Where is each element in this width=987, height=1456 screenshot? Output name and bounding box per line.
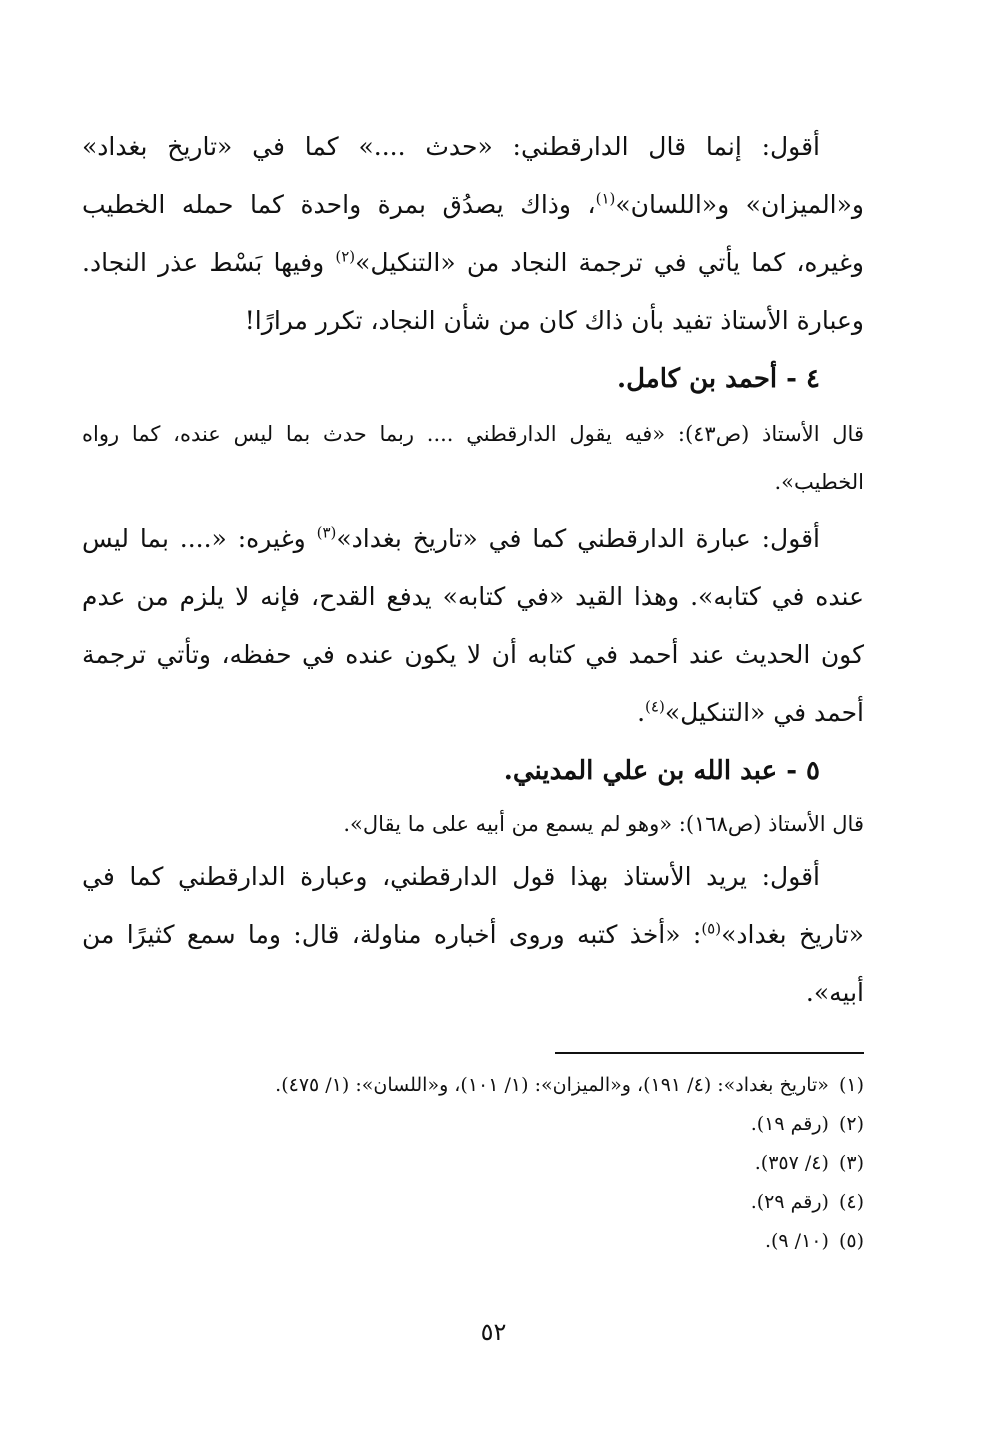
paragraph-2-part-b: وغيره: «.... بما ليس عنده في كتابه». وهذا القيد «في كتابه» يدفع القدح، فإنه لا يلزم من عدم كون الحديث عند أحمد في كتابه أن لا يكون عنده في حفظه، وتأتي ترجمة أحمد في «التنكيل» xyxy=(82,524,864,727)
paragraph-3 xyxy=(82,848,864,1022)
footnote-4 xyxy=(82,1183,864,1222)
section-heading-5: ٥ - عبد الله بن علي المديني. xyxy=(503,756,820,786)
footnote-number: (١) xyxy=(838,1074,864,1096)
paragraph-1-part-a: أقول: إنما قال الدارقطني: «حدث ....» كما في «تاريخ بغداد» و«الميزان» و«اللسان» xyxy=(82,132,864,219)
footnote-text: (١٠/ ٩). xyxy=(764,1230,829,1252)
footnote-text: (رقم ٢٩). xyxy=(750,1191,829,1213)
paragraph-2 xyxy=(82,510,864,742)
footnote-3 xyxy=(82,1144,864,1183)
footnote-text: (رقم ١٩). xyxy=(750,1113,829,1135)
footnote-number: (٤) xyxy=(838,1191,864,1213)
paragraph-3-part-b: : «أخذ كتبه وروى أخباره مناولة، قال: وما سمع كثيرًا من أبيه». xyxy=(82,920,864,1007)
paragraph-3-part-a: أقول: يريد الأستاذ بهذا قول الدارقطني، وعبارة الدارقطني كما في «تاريخ بغداد» xyxy=(82,862,864,949)
footnote-1 xyxy=(82,1066,864,1105)
footnote-ref-3[interactable]: (٣) xyxy=(316,523,337,542)
footnote-ref-2[interactable]: (٢) xyxy=(335,247,356,266)
paragraph-1-part-b: ، وذاك يصدُق بمرة واحدة كما حمله الخطيب وغيره، كما يأتي في ترجمة النجاد من «التنكيل» xyxy=(82,190,864,277)
footnote-number: (٢) xyxy=(838,1113,864,1135)
quote-4: قال الأستاذ (ص٤٣): «فيه يقول الدارقطني .... ربما حدث بما ليس عنده، كما رواه الخطيب». xyxy=(82,422,864,494)
footnote-number: (٣) xyxy=(838,1152,864,1174)
paragraph-2-part-a: أقول: عبارة الدارقطني كما في «تاريخ بغداد» xyxy=(336,524,821,553)
footnote-text: «تاريخ بغداد»: (٤/ ١٩١)، و«الميزان»: (١/ ١٠١)، و«اللسان»: (١/ ٤٧٥). xyxy=(275,1074,829,1096)
footnote-text: (٤/ ٣٥٧). xyxy=(754,1152,829,1174)
quote-5: قال الأستاذ (ص١٦٨): «وهو لم يسمع من أبيه على ما يقال». xyxy=(343,812,864,836)
footnotes xyxy=(82,1066,864,1261)
paragraph-1 xyxy=(82,118,864,350)
footnote-number: (٥) xyxy=(838,1230,864,1252)
paragraph-2-part-c: . xyxy=(637,698,646,727)
main-text xyxy=(82,118,864,1022)
paragraph-1-part-c: وفيها بَسْط عذر النجاد. وعبارة الأستاذ تفيد بأن ذاك كان من شأن النجاد، تكرر مرارًا! xyxy=(82,248,864,335)
footnote-5 xyxy=(82,1222,864,1261)
footnote-ref-4[interactable]: (٤) xyxy=(645,697,665,716)
section-heading-4: ٤ - أحمد بن كامل. xyxy=(617,364,820,394)
footnote-separator xyxy=(555,1052,864,1054)
footnote-2 xyxy=(82,1105,864,1144)
footnote-ref-5[interactable]: (٥) xyxy=(701,919,722,938)
footnote-ref-1[interactable]: (١) xyxy=(595,189,616,208)
page-number: ٥٢ xyxy=(480,1318,507,1346)
